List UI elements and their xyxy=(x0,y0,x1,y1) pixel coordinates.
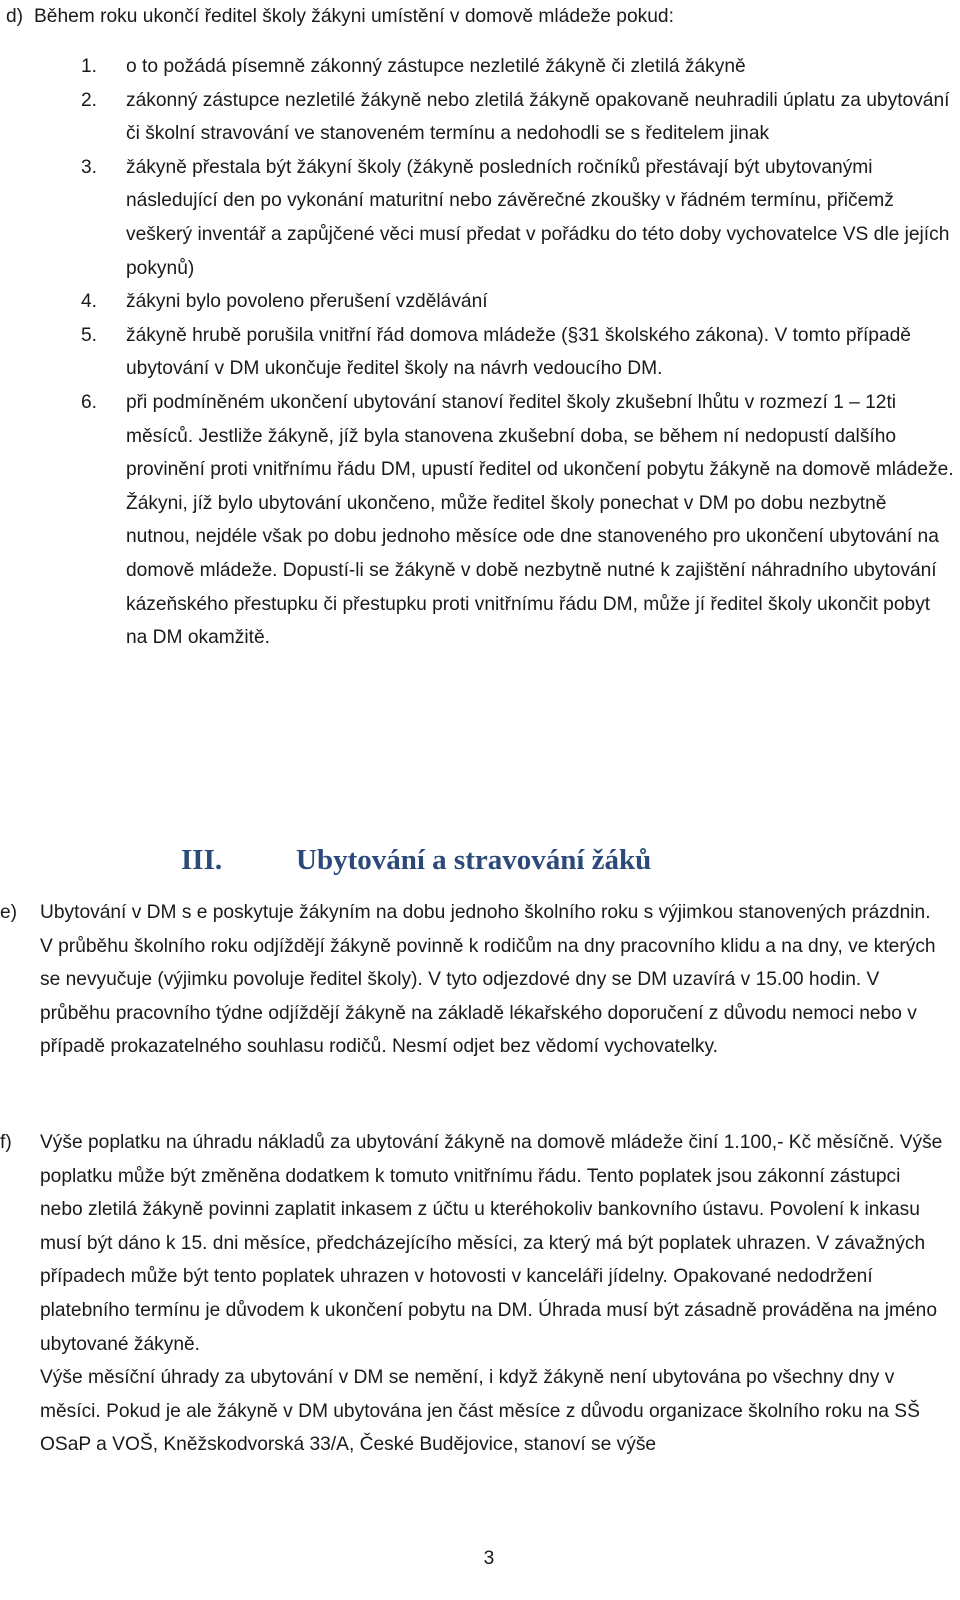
list-item-number: 5. xyxy=(81,324,98,346)
list-item-number: 4. xyxy=(81,291,98,313)
section-title: Ubytování a stravování žáků xyxy=(296,844,652,876)
list-item-text: žákyni bylo povoleno přerušení vzdělávání xyxy=(126,291,488,313)
list-item-number: 1. xyxy=(81,56,98,77)
list-item xyxy=(81,50,954,84)
list-item xyxy=(81,84,954,151)
list-item-number: 6. xyxy=(81,391,98,413)
item-e-marker: e) xyxy=(0,902,18,923)
list-item-number: 2. xyxy=(81,89,98,111)
list-item-text: zákonný zástupce nezletilé žákyně nebo zletilá žákyně opakovaně neuhradili úplatu za ubytování či školní stravování ve stanoveném termínu a nedohodli se s ředitelem jinak xyxy=(126,89,950,145)
item-f-marker: f) xyxy=(0,1132,12,1153)
item-f xyxy=(0,1126,945,1462)
item-e-text: Ubytování v DM s e poskytuje žákyním na dobu jednoho školního roku s výjimkou stanovených prázdnin. V průběhu školního roku odjíždějí žákyně povinně k rodičům na dny pracovního klidu a na dny, ve kterých se nevyučuje (výjimku povoluje ředitel školy). V tyto odjezdové dny se DM uzavírá v 15.00 hodin. V průběhu pracovního týdne odjíždějí žákyně na základě lékařského doporučení z důvodu nemoci nebo v případě prokazatelného souhlasu rodičů. Nesmí odjet bez vědomí vychovatelky. xyxy=(40,902,936,1058)
list-item-number: 3. xyxy=(81,156,98,178)
item-f-text-continued: Výše měsíční úhrady za ubytování v DM se nemění, i když žákyně není ubytována po všechny dny v měsíci. Pokud je ale žákyně v DM ubytována jen část měsíce z důvodu organizace školního roku na SŠ OSaP a VOŠ, Kněžskodvorská 33/A, České Budějovice, stanoví se výše xyxy=(40,1367,920,1456)
item-d-lead xyxy=(6,0,954,34)
item-f-text: Výše poplatku na úhradu nákladů za ubytování žákyně na domově mládeže činí 1.100,- Kč měsíčně. Výše poplatku může být změněna dodatkem k tomuto vnitřnímu řádu. Tento poplatek jsou zákonní zástupci nebo zletilá žákyně povinni zaplatit inkasem z účtu u kteréhokoliv bankovního ústavu. Povolení k inkasu musí být dáno k 15. dni měsíce, předcházejícího měsíci, za který má být poplatek uhrazen. V závažných případech může být tento poplatek uhrazen v hotovosti v kanceláři jídelny. Opakované nedodržení platebního termínu je důvodem k ukončení pobytu na DM. Úhrada musí být zásadně prováděna na jméno ubytované žákyně. xyxy=(40,1132,943,1355)
list-item xyxy=(81,386,954,655)
item-e xyxy=(0,896,945,1064)
list-item-text: o to požádá písemně zákonný zástupce nezletilé žákyně či zletilá žákyně xyxy=(126,56,746,77)
list-item-text: při podmíněném ukončení ubytování stanoví ředitel školy zkušební lhůtu v rozmezí 1 – 12ti měsíců. Jestliže žákyně, jíž byla stanovena zkušební doba, se během ní nedopustí dalšího provinění proti vnitřnímu řádu DM, upustí ředitel od ukončení pobytu žákyně na domově mládeže. Žákyni, jíž bylo ubytování ukončeno, může ředitel školy ponechat v DM po dobu nezbytně nutnou, nejdéle však po dobu jednoho měsíce ode dne stanoveného pro ukončení ubytování na domově mládeže. Dopustí-li se žákyně v době nezbytně nutné k zajištění náhradního ubytování kázeňského přestupku či přestupku proti vnitřnímu řádu DM, může jí ředitel školy ukončit pobyt na DM okamžitě. xyxy=(126,391,954,649)
list-item-text: žákyně přestala být žákyní školy (žákyně posledních ročníků přestávají být ubytovanými následující den po vykonání maturitní nebo závěrečné zkoušky v řádném termínu, přičemž veškerý inventář a zapůjčené věci musí předat v pořádku do této doby vychovatelce VS dle jejích pokynů) xyxy=(126,156,950,279)
item-d-points xyxy=(6,50,954,655)
page-number: 3 xyxy=(483,1548,495,1569)
item-d-marker: d) xyxy=(6,6,24,27)
list-item xyxy=(81,319,954,386)
list-item xyxy=(81,151,954,285)
list-item-text: žákyně hrubě porušila vnitřní řád domova mládeže (§31 školského zákona). V tomto případě ubytování v DM ukončuje ředitel školy na návrh vedoucího DM. xyxy=(126,324,911,380)
section-heading xyxy=(181,840,941,880)
item-d xyxy=(6,0,954,655)
item-d-lead-text: Během roku ukončí ředitel školy žákyni umístění v domově mládeže pokud: xyxy=(34,6,674,27)
list-item xyxy=(81,285,954,319)
section-number: III. xyxy=(181,844,223,876)
